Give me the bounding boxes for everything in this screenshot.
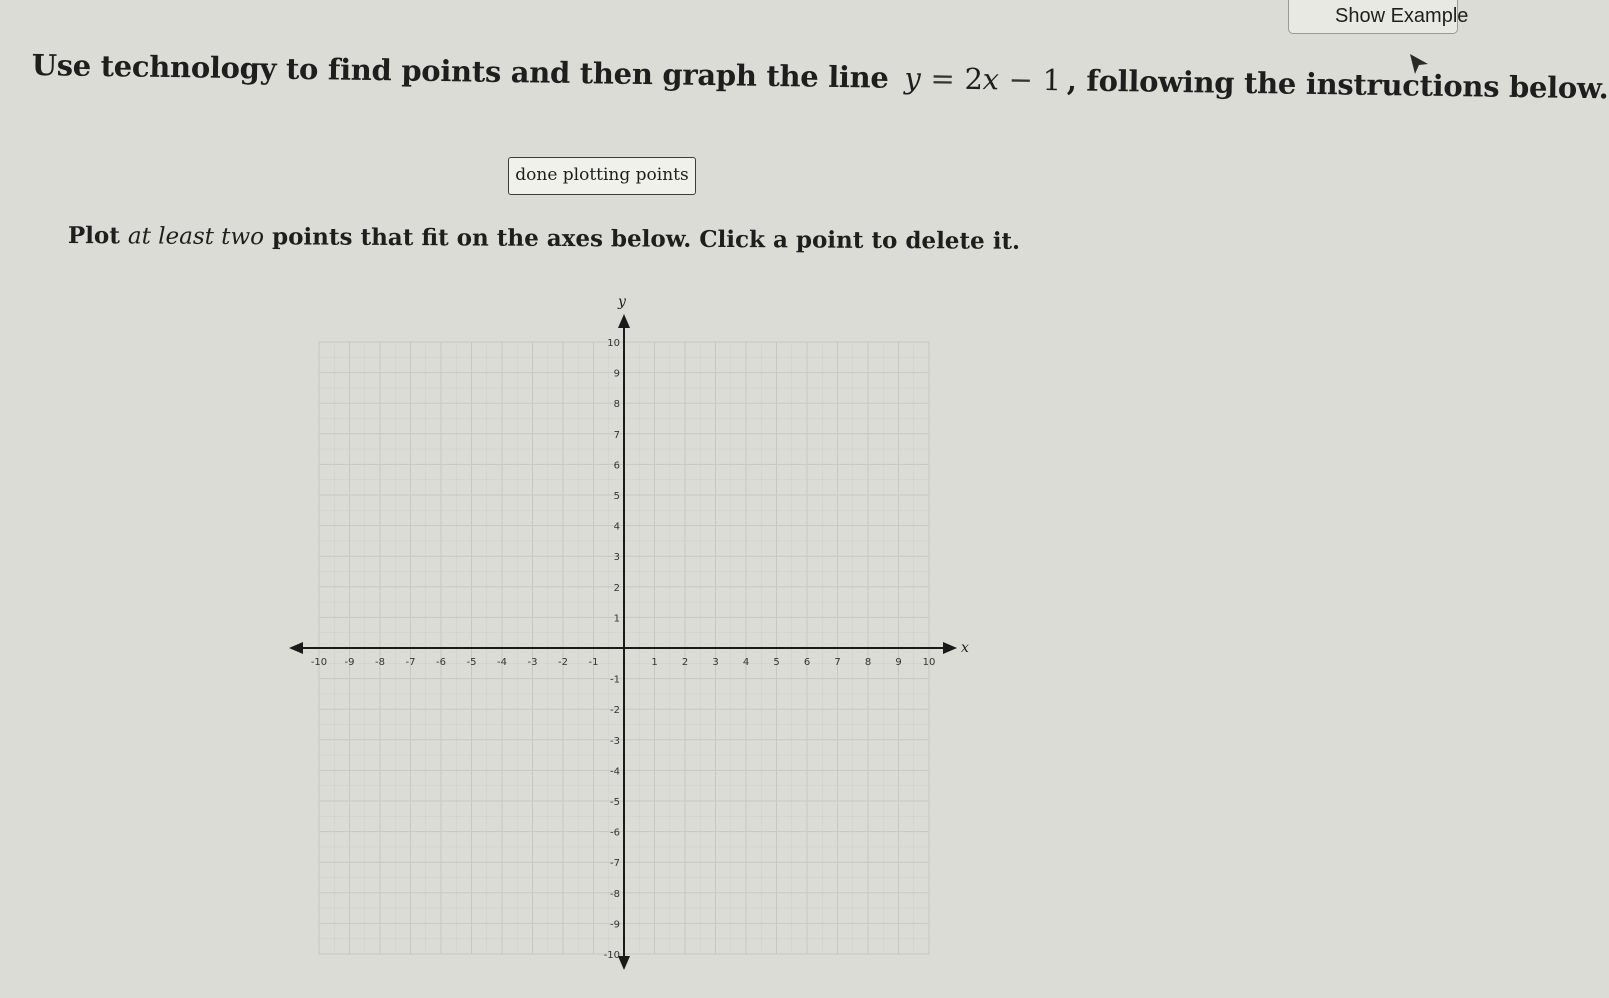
x-tick-label: 4 — [742, 657, 750, 668]
y-tick-label: -2 — [610, 705, 620, 717]
y-axis-label: y — [618, 294, 626, 310]
axes — [289, 294, 969, 970]
equation-const: 1 — [1042, 62, 1062, 98]
y-tick-label: -9 — [610, 919, 620, 931]
equation-minus: − — [1008, 62, 1033, 97]
equation-lhs: y — [904, 60, 921, 96]
y-tick-label: 10 — [607, 338, 620, 349]
y-tick-label: 8 — [613, 399, 620, 411]
equation-var: x — [982, 62, 999, 97]
y-tick-label: 9 — [613, 368, 620, 380]
x-tick-label: 8 — [864, 657, 872, 668]
x-tick-label: 2 — [681, 657, 689, 668]
x-tick-label: -7 — [405, 657, 416, 668]
instruction-part1: Plot — [67, 222, 129, 250]
x-tick-label: 3 — [712, 657, 719, 668]
done-plotting-points-button[interactable]: done plotting points — [508, 157, 696, 195]
x-tick-label: -6 — [436, 657, 446, 668]
x-tick-label: 1 — [651, 657, 658, 668]
y-tick-label: 3 — [613, 552, 620, 564]
y-tick-label: 2 — [613, 582, 620, 594]
y-tick-label: -6 — [610, 827, 620, 839]
x-tick-label: 5 — [773, 657, 780, 668]
x-tick-label: -1 — [588, 657, 599, 668]
y-tick-label: -10 — [603, 950, 620, 961]
x-axis-left-arrow — [289, 642, 303, 654]
x-tick-label: 6 — [803, 657, 811, 668]
y-tick-label: 1 — [613, 613, 620, 625]
x-tick-label: -3 — [527, 657, 538, 668]
show-example-button[interactable]: Show Example — [1288, 0, 1458, 34]
y-tick-label: 5 — [613, 491, 620, 502]
x-tick-label: 9 — [895, 657, 902, 668]
y-tick-label: -1 — [610, 674, 620, 686]
y-tick-label: 6 — [613, 460, 620, 472]
x-tick-label: -4 — [497, 657, 507, 668]
prompt-tail: , following the instructions below. — [1066, 63, 1609, 106]
x-tick-label: -10 — [310, 657, 328, 668]
y-tick-label: -8 — [610, 888, 620, 900]
x-axis-label: x — [961, 640, 969, 656]
y-tick-label: -5 — [610, 797, 620, 808]
x-tick-label: 10 — [922, 657, 936, 668]
x-tick-label: -5 — [466, 657, 477, 668]
y-tick-label: 7 — [613, 429, 620, 441]
instruction-part2: points that fit on the axes below. Click a point to delete it. — [263, 223, 1021, 255]
x-tick-label: -9 — [344, 657, 355, 668]
y-axis-up-arrow — [618, 314, 630, 328]
y-tick-label: -4 — [610, 766, 620, 778]
x-tick-label: -8 — [375, 657, 385, 668]
instruction-emphasis: at least two — [127, 223, 265, 251]
equation-coef: 2 — [964, 61, 983, 97]
y-tick-label: -3 — [610, 735, 620, 747]
x-axis-right-arrow — [943, 642, 957, 654]
equation-equals: = — [930, 61, 955, 96]
x-tick-label: -2 — [558, 657, 568, 668]
y-tick-label: -7 — [610, 858, 620, 870]
y-tick-label: 4 — [613, 521, 620, 533]
x-tick-label: 7 — [834, 657, 841, 668]
prompt-lead: Use technology to find points and then graph the line — [31, 48, 889, 95]
